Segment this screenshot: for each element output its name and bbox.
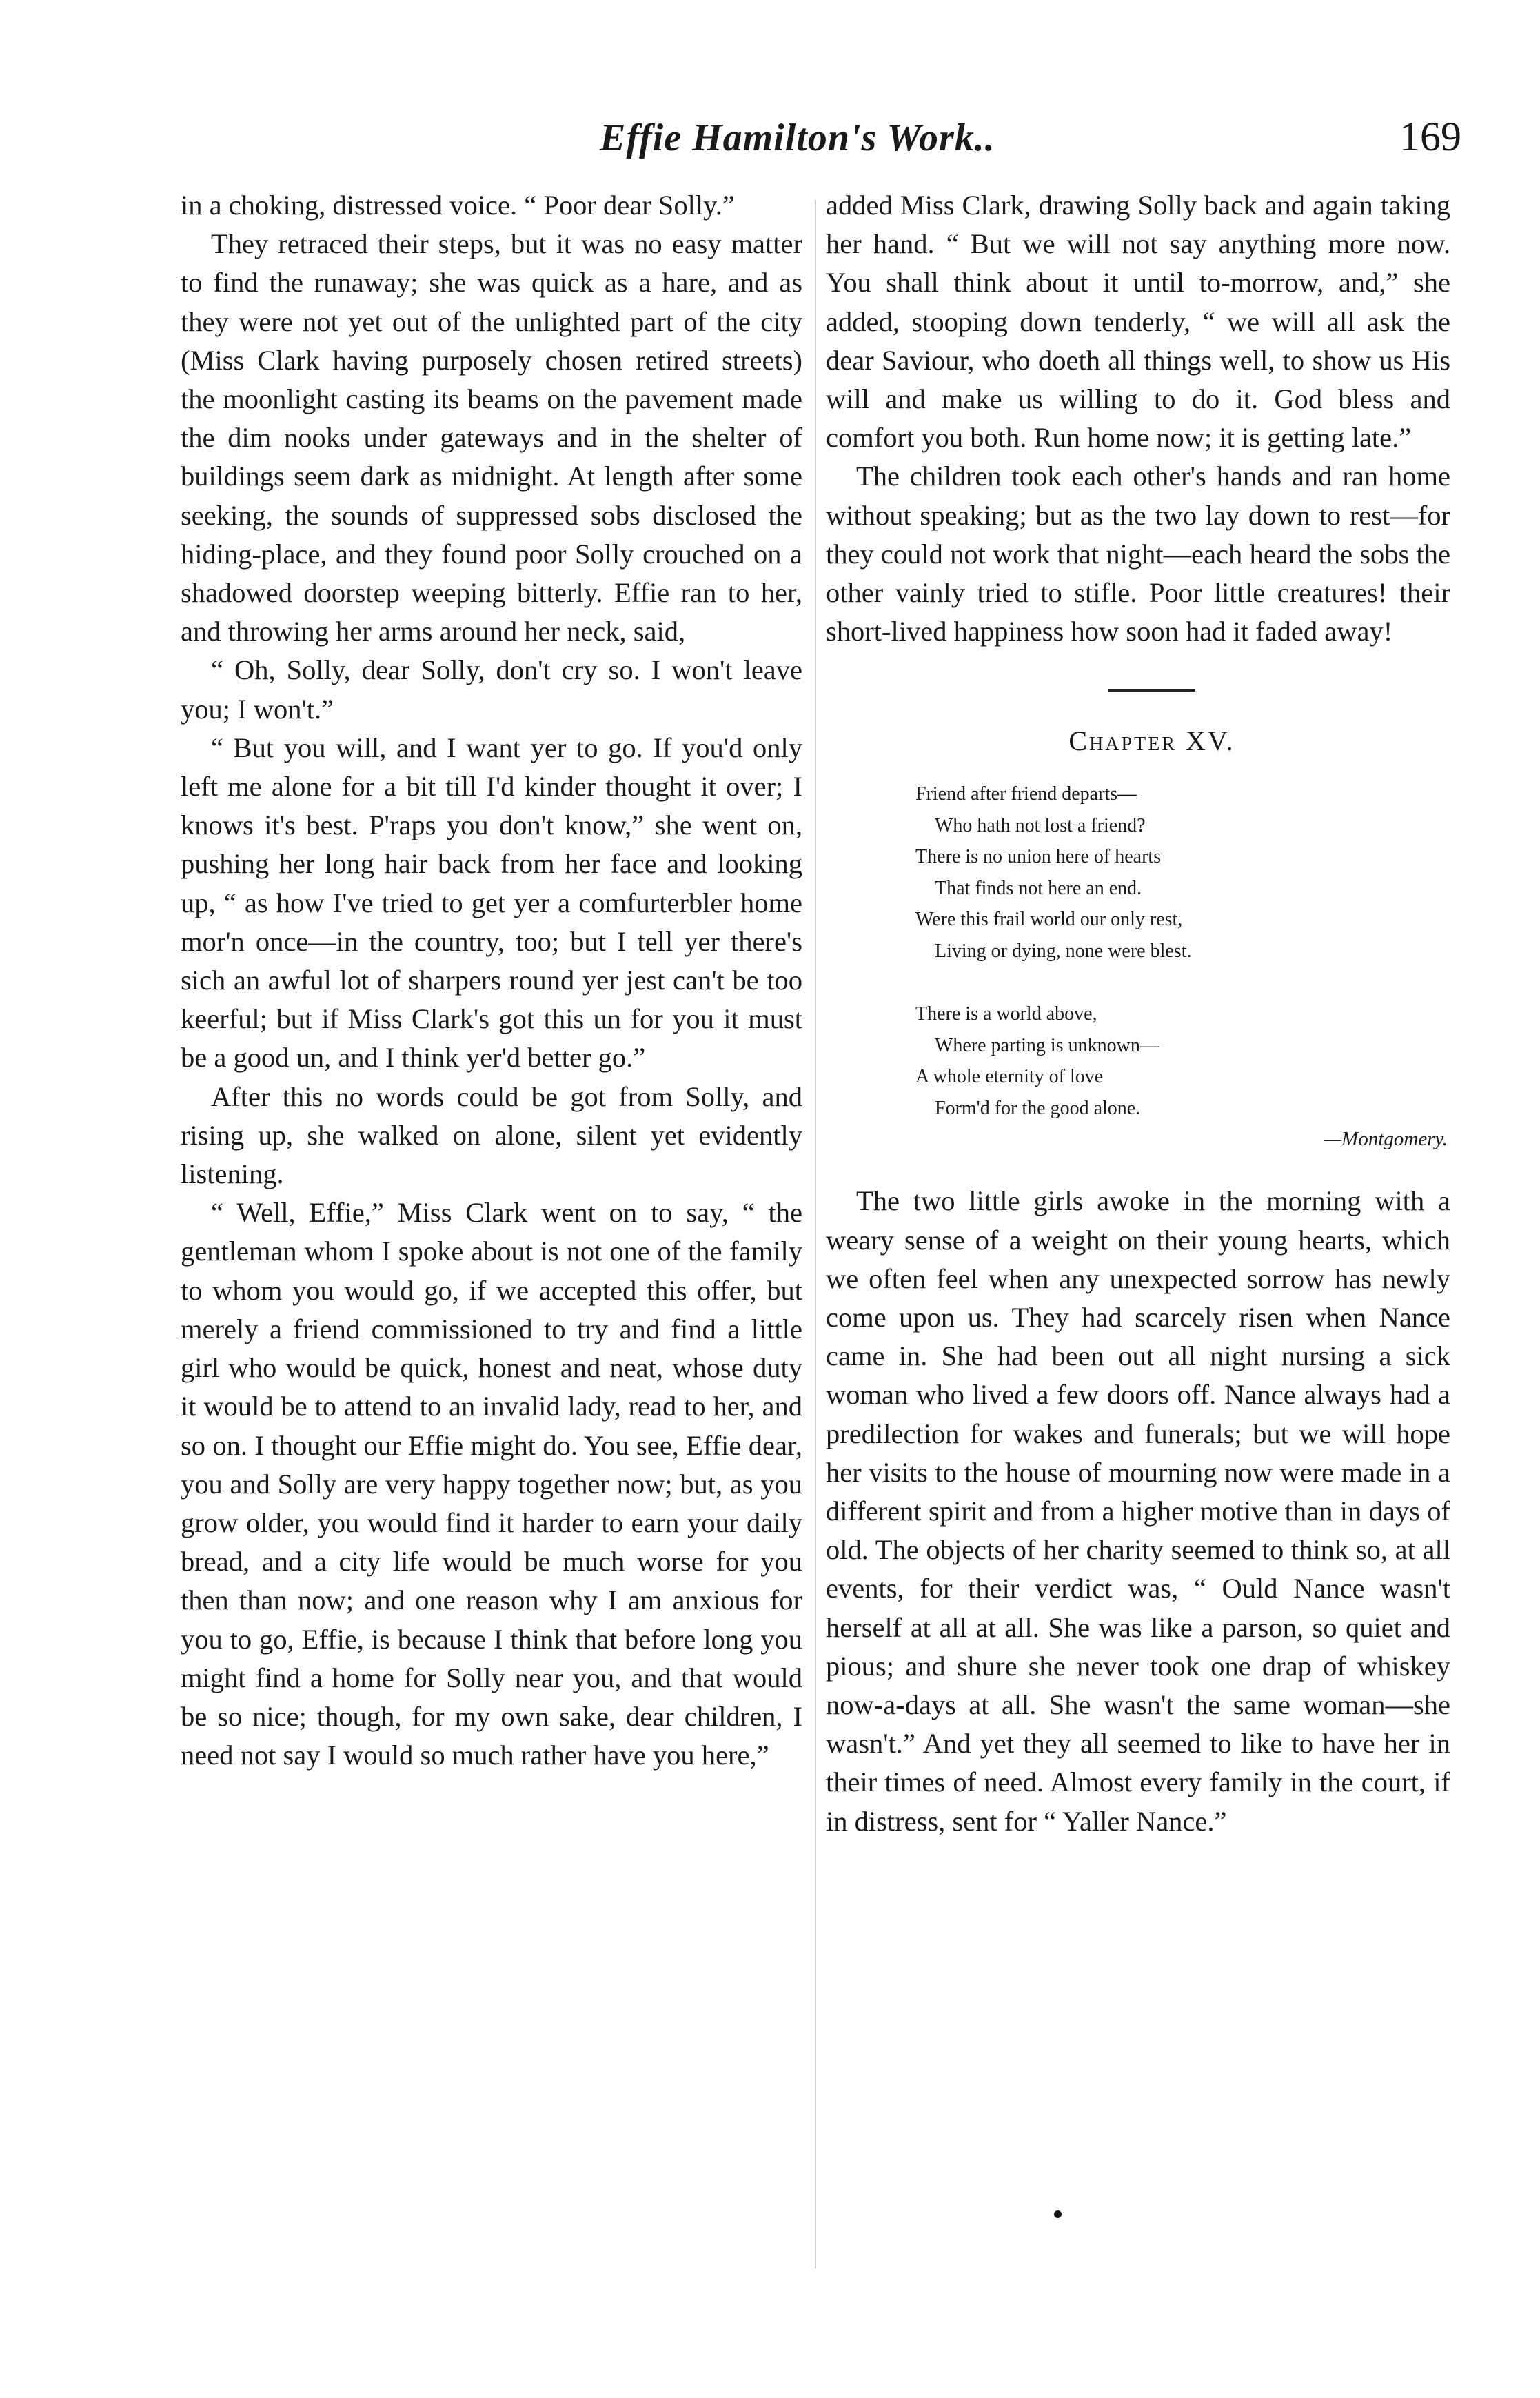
paragraph: The two little girls awoke in the morning with a weary sense of a weight on their young hearts, which we often feel when any unexpected sorrow has newly come upon us. They had scarcely risen when Nance came in. She had been out all night nursing a sick woman who lived a few doors off. Nance always had a predilection for wakes and funerals; but we will hope her visits to the house of mourning now were made in a different spirit and from a higher motive than in days of old. The objects of her charity seemed to think so, at all events, for their verdict was, “ Ould Nance wasn't herself at all at all. She was like a parson, so quiet and pious; and shure she never took one drap of whiskey now-a-days at all. She wasn't the same woman—she wasn't.” And yet they all seemed to like to have her in their times of need. Almost every family in the court, if in distress, sent for “ Yaller Nance.” <box>826 1185 1450 1837</box>
epigraph-attribution: —Montgomery. <box>1324 1128 1448 1151</box>
paragraph: The children took each other's hands and ran home without speaking; but as the two lay down to rest—for they could not work that night—each heard the sobs the other vainly tried to stifle. Poor little creatures! their short-lived happiness how soon had it faded away! <box>826 461 1450 647</box>
epigraph-line: There is no union here of hearts <box>915 846 1162 868</box>
page-number: 169 <box>1399 114 1461 159</box>
section-rule <box>1108 689 1195 692</box>
epigraph-line: Were this frail world our only rest, <box>915 909 1183 931</box>
epigraph-line: Form'd for the good alone. <box>935 1097 1141 1119</box>
epigraph-line: Where parting is unknown— <box>935 1034 1159 1056</box>
column-divider <box>815 200 816 2268</box>
paragraph: They retraced their steps, but it was no easy matter to find the runaway; she was quick as a hare, and as they were not yet out of the unlighted part of the city (Miss Clark having purposely chosen retired streets) the moonlight casting its beams on the pavement made the dim nooks under gateways and in the shelter of buildings seem dark as midnight. At length after some seeking, the sounds of suppressed sobs disclosed the hiding-place, and they found poor Solly crouched on a shadowed doorstep weeping bitterly. Effie ran to her, and throwing her arms around her neck, said, <box>181 228 802 647</box>
paragraph: “ Oh, Solly, dear Solly, don't cry so. I won't leave you; I won't.” <box>181 654 802 725</box>
running-title: Effie Hamilton's Work.. <box>600 117 995 159</box>
paragraph: After this no words could be got from Solly, and rising up, she walked on alone, silent yet evidently listening. <box>181 1080 802 1190</box>
paragraph: “ Well, Effie,” Miss Clark went on to say, “ the gentleman whom I spoke about is not one of the family to whom you would go, if we accepted this offer, but merely a friend commissioned to try and find a little girl who would be quick, honest and neat, whose duty it would be to attend to an invalid lady, read to her, and so on. I thought our Effie might do. You see, Effie dear, you and Solly are very happy together now; but, as you grow older, you would find it harder to earn your daily bread, and a city life would be much worse for you then than now; and one reason why I am anxious for you to go, Effie, is because I think that before long you might find a home for Solly near you, and that would be so nice; though, for my own sake, dear children, I need not say I would so much rather have you here,” <box>181 1197 802 1771</box>
chapter-heading: Chapter XV. <box>1068 725 1235 757</box>
epigraph-line: Living or dying, none were blest. <box>935 940 1192 962</box>
right-column <box>826 186 1450 1841</box>
left-column <box>181 186 802 1775</box>
epigraph <box>915 778 1450 1124</box>
epigraph-line: That finds not here an end. <box>935 877 1142 899</box>
paragraph: “ But you will, and I want yer to go. If you'd only left me alone for a bit till I'd kinder thought it over; I knows it's best. P'raps you don't know,” she went on, pushing her long hair back from her face and looking up, “ as how I've tried to get yer a comfurterbler home mor'n once—in the country, too; but I tell yer there's sich an awful lot of sharpers round yer jest can't be too keerful; but if Miss Clark's got this un for you it must be a good un, and I think yer'd better go.” <box>181 732 802 1074</box>
epigraph-line: Friend after friend departs— <box>915 783 1137 805</box>
paragraph: in a choking, distressed voice. “ Poor dear Solly.” <box>181 190 735 221</box>
ink-dot <box>1054 2210 1062 2218</box>
epigraph-line: There is a world above, <box>915 1003 1097 1025</box>
stanza-break <box>915 967 1450 998</box>
epigraph-line: Who hath not lost a friend? <box>935 814 1146 836</box>
paragraph: added Miss Clark, drawing Solly back and again taking her hand. “ But we will not say anything more now. You shall think about it until to-morrow, and,” she added, stooping down tenderly, “ we will all ask the dear Saviour, who doeth all things well, to show us His will and make us willing to do it. God bless and comfort you both. Run home now; it is getting late.” <box>826 190 1450 454</box>
epigraph-line: A whole eternity of love <box>915 1066 1104 1088</box>
